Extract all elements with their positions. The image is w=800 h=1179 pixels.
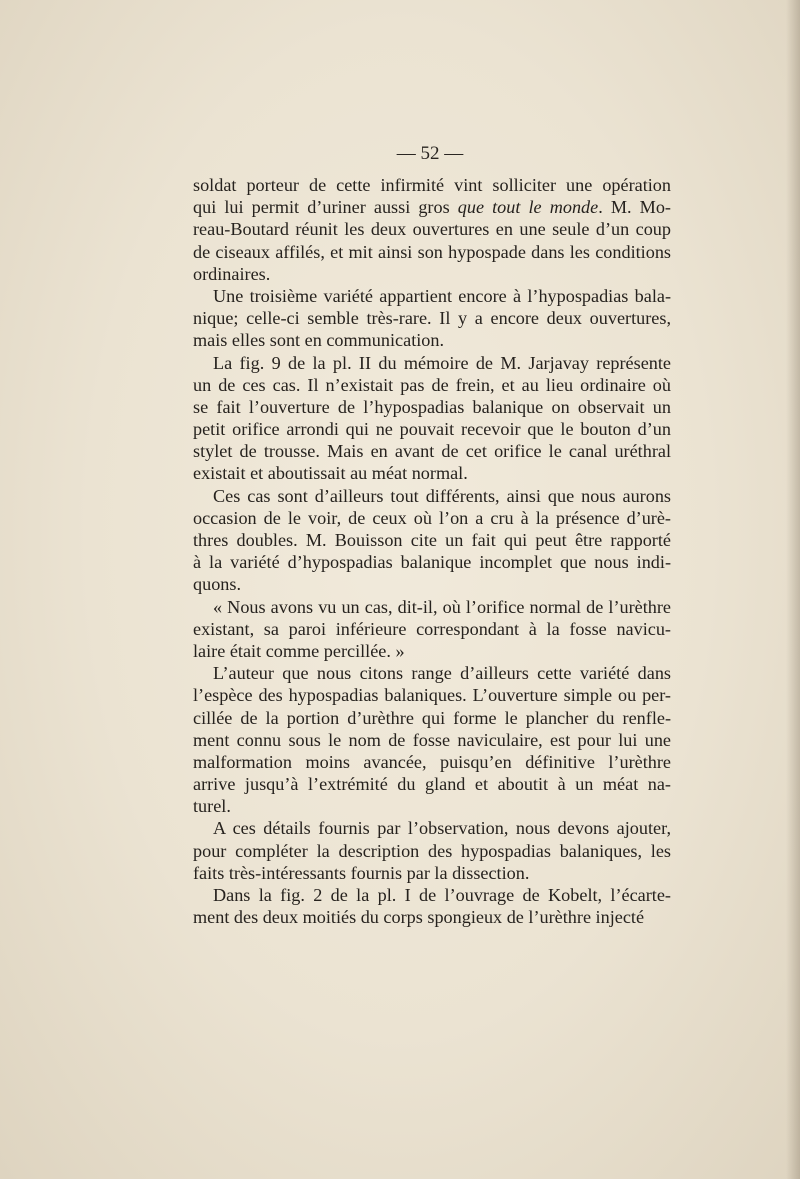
text-line: ment des deux moitiés du corps spongieux de l’urèthre injecté (193, 907, 645, 928)
text-line: l’espèce des hypospadias balaniques. L’ouverture simple ou per- (193, 685, 671, 706)
paragraph (193, 817, 671, 884)
text-line: reau-Boutard réunit les deux ouvertures en une seule d’un coup (193, 219, 671, 240)
page-edge-shadow (786, 0, 800, 1179)
text-line: thres doubles. M. Bouisson cite un fait qui peut être rapporté (193, 530, 671, 550)
text-line: se fait l’ouverture de l’hypospadias balanique on observait un (193, 396, 671, 417)
text-line: faits très-intéressants fournis par la dissection. (193, 862, 530, 883)
italic-phrase: que tout le monde (457, 197, 599, 218)
text-line: ment connu sous le nom de fosse naviculaire, est pour lui une (193, 729, 671, 750)
paragraph (193, 174, 671, 285)
text-line (193, 196, 671, 218)
paragraph (193, 884, 671, 928)
text-line: pour compléter la description des hypospadias balaniques, les (193, 840, 671, 861)
text-line: occasion de le voir, de ceux où l’on a cru à la présence d’urè- (193, 507, 671, 528)
text-line: ordinaires. (193, 263, 271, 284)
paragraph (193, 352, 671, 485)
text-line: Une troisième variété appartient encore à l’hypospadias bala- (213, 285, 671, 306)
text-line: nique; celle-ci semble très-rare. Il y a encore deux ouvertures, (193, 308, 671, 329)
paragraph-list (193, 174, 671, 928)
text-segment: . M. Mo- (598, 197, 671, 218)
text-line: Dans la fig. 2 de la pl. I de l’ouvrage de Kobelt, l’écarte- (213, 885, 671, 905)
text-line: arrive jusqu’à l’extrémité du gland et aboutit à un méat na- (193, 774, 671, 795)
paragraph (193, 285, 671, 352)
text-line: quons. (193, 574, 241, 595)
text-line: turel. (193, 796, 231, 817)
text-line: stylet de trousse. Mais en avant de cet orifice le canal uréthral (193, 441, 671, 462)
text-line: Ces cas sont d’ailleurs tout différents, ainsi que nous aurons (213, 485, 671, 506)
text-line: cillée de la portion d’urèthre qui forme le plancher du renfle- (193, 707, 671, 728)
text-line: L’auteur que nous citons range d’ailleurs cette variété dans (213, 663, 671, 684)
paragraph (193, 662, 671, 817)
text-line: de ciseaux affilés, et mit ainsi son hypospade dans les conditions (193, 241, 671, 262)
text-line: à la variété d’hypospadias balanique incomplet que nous indi- (193, 552, 671, 573)
text-line: soldat porteur de cette infirmité vint solliciter une opération (193, 175, 671, 195)
paragraph (193, 485, 671, 596)
text-line: existait et aboutissait au méat normal. (193, 463, 468, 484)
text-line: petit orifice arrondi qui ne pouvait recevoir que le bouton d’un (193, 419, 671, 440)
text-segment: qui lui permit d’uriner aussi gros (193, 197, 458, 218)
text-line: existant, sa paroi inférieure correspondant à la fosse navicu- (193, 618, 671, 639)
text-line: mais elles sont en communication. (193, 330, 445, 351)
paragraph (193, 596, 671, 663)
text-line: La fig. 9 de la pl. II du mémoire de M. Jarjavay représente (213, 352, 671, 373)
text-line: un de ces cas. Il n’existait pas de frein, et au lieu ordinaire où (193, 374, 671, 395)
text-line: laire était comme percillée. » (193, 640, 405, 661)
text-line: A ces détails fournis par l’observation, nous devons ajouter, (213, 818, 671, 839)
text-line: malformation moins avancée, puisqu’en définitive l’urèthre (193, 751, 671, 772)
page-number: — 52 — (396, 143, 464, 164)
text-line: « Nous avons vu un cas, dit-il, où l’orifice normal de l’urèthre (213, 596, 671, 617)
body-text (193, 174, 671, 928)
